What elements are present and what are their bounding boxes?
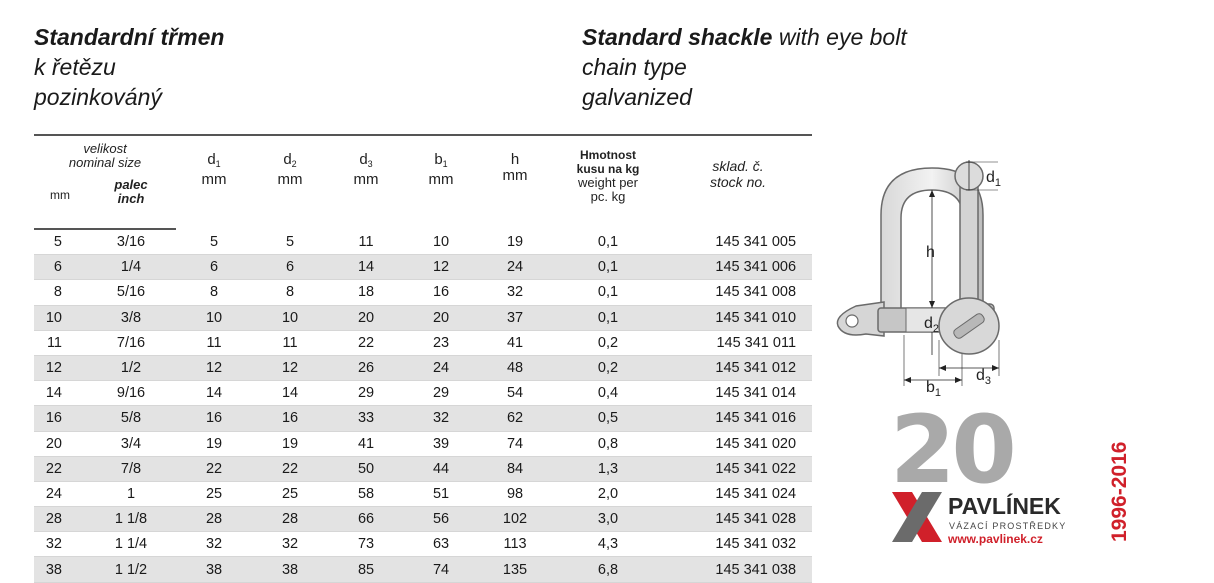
cell-weight: 0,1 <box>552 255 664 280</box>
table-row <box>34 255 812 280</box>
header-b1-sub: 1 <box>442 159 448 169</box>
cell-size-mm: 14 <box>34 381 86 406</box>
shackle-drawing <box>826 130 1016 400</box>
cell-d1: 12 <box>176 355 252 380</box>
cell-d3: 85 <box>328 557 404 582</box>
dim-b1-arrow-right <box>955 377 962 383</box>
cell-d2: 8 <box>252 280 328 305</box>
cell-d3: 20 <box>328 305 404 330</box>
header-mm: mm <box>34 172 86 229</box>
cell-b1: 20 <box>404 305 478 330</box>
cell-stock-no: 145 341 010 <box>664 305 812 330</box>
table-row <box>34 456 812 481</box>
cell-weight: 1,3 <box>552 456 664 481</box>
cell-h: 102 <box>478 507 552 532</box>
cell-size-mm: 12 <box>34 355 86 380</box>
cell-d1: 14 <box>176 381 252 406</box>
header-weight-en1: weight per <box>578 175 638 190</box>
cell-d2: 22 <box>252 456 328 481</box>
cell-d1: 22 <box>176 456 252 481</box>
header-weight-cz2: kusu na kg <box>576 162 640 176</box>
table-row <box>34 557 812 582</box>
cell-d1: 28 <box>176 507 252 532</box>
cell-size-inch: 7/8 <box>86 456 176 481</box>
cell-stock-no: 145 341 005 <box>664 229 812 255</box>
cell-d1: 6 <box>176 255 252 280</box>
cell-stock-no: 145 341 020 <box>664 431 812 456</box>
header-b1-label: b <box>434 151 443 168</box>
header-d2 <box>252 135 328 229</box>
table-row <box>34 381 812 406</box>
cell-d3: 50 <box>328 456 404 481</box>
cell-stock-no: 145 341 011 <box>664 330 812 355</box>
cell-size-mm: 28 <box>34 507 86 532</box>
cell-size-mm: 11 <box>34 330 86 355</box>
dim-b1-label: $b_1$ <box>926 379 942 399</box>
cell-b1: 44 <box>404 456 478 481</box>
cell-d2: 38 <box>252 557 328 582</box>
cell-size-inch: 7/16 <box>86 330 176 355</box>
cell-d2: 32 <box>252 532 328 557</box>
shackle-ear-hole <box>846 315 858 327</box>
cell-size-inch: 1 1/4 <box>86 532 176 557</box>
header-size-cz: velikost <box>83 141 127 156</box>
table-row <box>34 431 812 456</box>
table-row <box>34 532 812 557</box>
cell-h: 48 <box>478 355 552 380</box>
cell-size-mm: 20 <box>34 431 86 456</box>
cell-weight: 0,1 <box>552 280 664 305</box>
cell-d2: 12 <box>252 355 328 380</box>
cell-d2: 16 <box>252 406 328 431</box>
header-stock-en: stock no. <box>710 174 767 190</box>
cell-h: 24 <box>478 255 552 280</box>
logo-anniversary: 20 <box>890 410 1013 505</box>
spec-table-body <box>34 229 812 582</box>
table-row <box>34 355 812 380</box>
cell-size-inch: 1 1/2 <box>86 557 176 582</box>
cell-weight: 0,2 <box>552 330 664 355</box>
cell-d2: 6 <box>252 255 328 280</box>
header-inch-cz: palec <box>114 177 148 192</box>
cell-size-mm: 24 <box>34 481 86 506</box>
cell-size-mm: 8 <box>34 280 86 305</box>
cell-h: 74 <box>478 431 552 456</box>
cell-stock-no: 145 341 014 <box>664 381 812 406</box>
cell-d1: 16 <box>176 406 252 431</box>
cell-b1: 23 <box>404 330 478 355</box>
title-english-main: Standard shackle <box>582 24 773 50</box>
cell-stock-no: 145 341 024 <box>664 481 812 506</box>
header-d1-sub: 1 <box>215 159 221 169</box>
cell-b1: 29 <box>404 381 478 406</box>
cell-stock-no: 145 341 008 <box>664 280 812 305</box>
shackle-side-shaft <box>960 170 978 310</box>
cell-size-inch: 1 1/8 <box>86 507 176 532</box>
title-english-line3: galvanized <box>582 84 692 110</box>
cell-h: 62 <box>478 406 552 431</box>
cell-h: 113 <box>478 532 552 557</box>
logo-years: 1996-2016 <box>1108 441 1131 542</box>
cell-stock-no: 145 341 038 <box>664 557 812 582</box>
cell-d3: 22 <box>328 330 404 355</box>
cell-b1: 12 <box>404 255 478 280</box>
cell-size-mm: 6 <box>34 255 86 280</box>
header-b1-unit: mm <box>428 171 454 188</box>
header-b1 <box>404 135 478 229</box>
cell-d1: 11 <box>176 330 252 355</box>
dim-d1-label: $d_1$ <box>986 169 1002 189</box>
cell-h: 32 <box>478 280 552 305</box>
title-english-rest: with eye bolt <box>772 24 907 50</box>
cell-weight: 6,8 <box>552 557 664 582</box>
cell-h: 19 <box>478 229 552 255</box>
cell-d2: 11 <box>252 330 328 355</box>
cell-h: 37 <box>478 305 552 330</box>
cell-size-inch: 9/16 <box>86 381 176 406</box>
cell-h: 84 <box>478 456 552 481</box>
cell-d1: 38 <box>176 557 252 582</box>
dim-d3-label: $d_3$ <box>976 367 992 387</box>
cell-size-mm: 5 <box>34 229 86 255</box>
title-czech-line3: pozinkováný <box>34 84 162 110</box>
header-stock <box>664 135 812 229</box>
cell-b1: 10 <box>404 229 478 255</box>
cell-d1: 19 <box>176 431 252 456</box>
table-row <box>34 330 812 355</box>
cell-weight: 0,2 <box>552 355 664 380</box>
header-size-en: nominal size <box>68 155 142 170</box>
cell-d1: 5 <box>176 229 252 255</box>
header-h <box>478 135 552 229</box>
header-inch-en: inch <box>117 191 145 206</box>
cell-b1: 51 <box>404 481 478 506</box>
header-d2-unit: mm <box>277 171 303 188</box>
table-row <box>34 406 812 431</box>
cell-weight: 0,5 <box>552 406 664 431</box>
header-d3 <box>328 135 404 229</box>
logo-tagline: VÁZACÍ PROSTŘEDKY <box>949 521 1067 531</box>
dim-h-arrow-bottom <box>929 301 935 308</box>
header-stock-cz: sklad. č. <box>712 158 764 174</box>
cell-h: 98 <box>478 481 552 506</box>
cell-weight: 0,1 <box>552 305 664 330</box>
cell-d2: 10 <box>252 305 328 330</box>
cell-stock-no: 145 341 028 <box>664 507 812 532</box>
header-d3-unit: mm <box>353 171 379 188</box>
cell-stock-no: 145 341 006 <box>664 255 812 280</box>
header-weight-en2: pc. kg <box>590 189 626 204</box>
title-english <box>582 22 907 112</box>
title-english-line2: chain type <box>582 54 687 80</box>
cell-size-inch: 3/16 <box>86 229 176 255</box>
cell-stock-no: 145 341 022 <box>664 456 812 481</box>
cell-stock-no: 145 341 032 <box>664 532 812 557</box>
cell-size-mm: 10 <box>34 305 86 330</box>
cell-d3: 33 <box>328 406 404 431</box>
header-d3-sub: 3 <box>367 159 373 169</box>
cell-size-inch: 5/8 <box>86 406 176 431</box>
dim-h-label: h <box>926 244 935 261</box>
cell-d2: 25 <box>252 481 328 506</box>
cell-h: 135 <box>478 557 552 582</box>
header-h-label: h <box>510 151 520 168</box>
cell-size-mm: 16 <box>34 406 86 431</box>
cell-weight: 0,4 <box>552 381 664 406</box>
cell-b1: 74 <box>404 557 478 582</box>
cell-d3: 26 <box>328 355 404 380</box>
cell-size-mm: 38 <box>34 557 86 582</box>
header-d2-sub: 2 <box>291 159 297 169</box>
cell-d1: 32 <box>176 532 252 557</box>
cell-b1: 16 <box>404 280 478 305</box>
table-row <box>34 507 812 532</box>
title-czech <box>34 22 224 112</box>
cell-b1: 39 <box>404 431 478 456</box>
dim-h-arrow-top <box>929 190 935 197</box>
cell-d2: 14 <box>252 381 328 406</box>
cell-weight: 4,3 <box>552 532 664 557</box>
logo-url: www.pavlinek.cz <box>948 532 1043 546</box>
cell-d2: 28 <box>252 507 328 532</box>
table-row <box>34 280 812 305</box>
cell-b1: 24 <box>404 355 478 380</box>
cell-d3: 58 <box>328 481 404 506</box>
dim-d2-label: $d_2$ <box>924 315 940 335</box>
table-row <box>34 229 812 255</box>
cell-weight: 2,0 <box>552 481 664 506</box>
logo-brand: PAVLÍNEK <box>948 493 1061 519</box>
title-czech-main: Standardní třmen <box>34 24 225 50</box>
cell-d1: 25 <box>176 481 252 506</box>
cell-d2: 19 <box>252 431 328 456</box>
shackle-ear-left <box>837 302 884 336</box>
header-weight <box>552 135 664 229</box>
cell-stock-no: 145 341 016 <box>664 406 812 431</box>
cell-weight: 3,0 <box>552 507 664 532</box>
cell-d3: 11 <box>328 229 404 255</box>
title-czech-line2: k řetězu <box>34 54 116 80</box>
cell-d3: 41 <box>328 431 404 456</box>
header-d1-unit: mm <box>201 171 227 188</box>
header-d3-label: d <box>359 151 368 168</box>
cell-weight: 0,8 <box>552 431 664 456</box>
cell-size-mm: 22 <box>34 456 86 481</box>
header-d2-label: d <box>283 151 292 168</box>
spec-table <box>34 134 812 583</box>
cell-d3: 73 <box>328 532 404 557</box>
header-d1 <box>176 135 252 229</box>
pavlinek-logo <box>890 410 1140 550</box>
cell-d1: 8 <box>176 280 252 305</box>
cell-d2: 5 <box>252 229 328 255</box>
header-d1-label: d <box>207 151 216 168</box>
cell-size-inch: 3/8 <box>86 305 176 330</box>
cell-d3: 14 <box>328 255 404 280</box>
cell-b1: 56 <box>404 507 478 532</box>
header-weight-cz1: Hmotnost <box>580 148 637 162</box>
cell-stock-no: 145 341 012 <box>664 355 812 380</box>
dim-d3-arrow-left <box>939 365 946 371</box>
cell-b1: 63 <box>404 532 478 557</box>
header-inch <box>86 172 176 229</box>
cell-size-inch: 1/2 <box>86 355 176 380</box>
cell-d3: 18 <box>328 280 404 305</box>
cell-h: 41 <box>478 330 552 355</box>
cell-d1: 10 <box>176 305 252 330</box>
table-row <box>34 481 812 506</box>
header-h-unit: mm <box>502 167 528 184</box>
cell-h: 54 <box>478 381 552 406</box>
header-size <box>34 135 176 172</box>
cell-size-inch: 1/4 <box>86 255 176 280</box>
cell-d3: 66 <box>328 507 404 532</box>
cell-size-inch: 1 <box>86 481 176 506</box>
table-row <box>34 305 812 330</box>
cell-weight: 0,1 <box>552 229 664 255</box>
cell-size-mm: 32 <box>34 532 86 557</box>
cell-size-inch: 5/16 <box>86 280 176 305</box>
cell-d3: 29 <box>328 381 404 406</box>
dim-d3-arrow-right <box>992 365 999 371</box>
cell-size-inch: 3/4 <box>86 431 176 456</box>
cell-b1: 32 <box>404 406 478 431</box>
dim-b1-arrow-left <box>904 377 911 383</box>
